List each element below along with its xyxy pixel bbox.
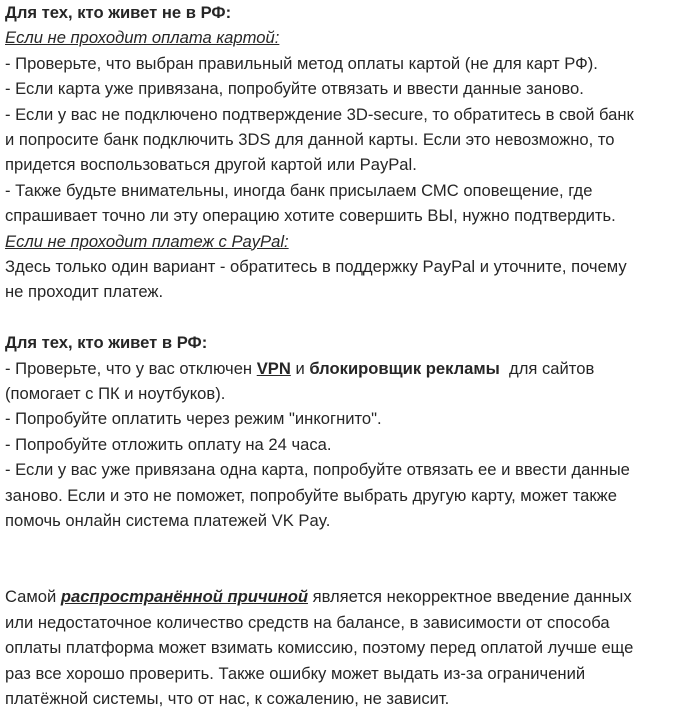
card-tip-line: - Если у вас не подключено подтверждение 3D-secure, то обратитесь в свой банк (5, 104, 634, 124)
russia-tip-line: - Попробуйте оплатить через режим "инкогнито". (5, 409, 382, 429)
vpn-adblock-tip (5, 356, 667, 381)
vpn-link[interactable]: VPN (256, 358, 291, 378)
russia-tip-line: - Попробуйте отложить оплату на 24 часа. (5, 434, 332, 454)
section-abroad (5, 0, 667, 305)
russia-tip-line: заново. Если и это не поможет, попробуйте выбрать другую карту, может также (5, 485, 617, 505)
paypal-tip-line: не проходит платеж. (5, 282, 164, 302)
card-tip-line: - Если карта уже привязана, попробуйте отвязать и ввести данные заново. (5, 79, 584, 99)
common-cause-line: раз все хорошо проверить. Также ошибку может выдать из-за ограничений (5, 663, 586, 683)
vpn-tip-prefix: - Проверьте, что у вас отключен (5, 358, 257, 378)
card-tip-line: спрашивает точно ли эту операцию хотите совершить ВЫ, нужно подтвердить. (5, 206, 616, 226)
section-spacer (5, 534, 667, 585)
card-tip-line: придется воспользоваться другой картой или PayPal. (5, 155, 417, 175)
common-cause-emphasis: распространённой причиной (60, 587, 308, 607)
common-cause-suffix: является некорректное введение данных (307, 587, 632, 607)
section-russia-heading: Для тех, кто живет в РФ: (5, 333, 208, 353)
common-cause-note (5, 584, 667, 711)
card-tip-line: и попросите банк подключить 3DS для данной карты. Если это невозможно, то (5, 130, 615, 150)
section-russia (5, 330, 667, 533)
paypal-tip-line: Здесь только один вариант - обратитесь в поддержку PayPal и уточните, почему (5, 257, 627, 277)
section-abroad-heading: Для тех, кто живет не в РФ: (5, 3, 232, 22)
card-tip-line: - Также будьте внимательны, иногда банк присылаем СМС оповещение, где (5, 180, 593, 200)
common-cause-first-line (5, 584, 667, 609)
vpn-tip-suffix: для сайтов (499, 358, 595, 378)
section-spacer (5, 305, 667, 330)
common-cause-line: оплаты платформа может взимать комиссию, поэтому перед оплатой лучше еще (5, 638, 634, 658)
russia-tip-line: помочь онлайн система платежей VK Pay. (5, 511, 331, 531)
vpn-tip-middle: и (290, 358, 310, 378)
common-cause-line: платёжной системы, что от нас, к сожалению, не зависит. (5, 688, 450, 708)
vpn-tip-continuation: (помогает с ПК и ноутбуков). (5, 384, 226, 404)
adblock-label: блокировщик рекламы (309, 358, 500, 378)
card-payment-subheading: Если не проходит оплата картой: (5, 28, 280, 48)
russia-tip-line: - Если у вас уже привязана одна карта, попробуйте отвязать ее и ввести данные (5, 460, 630, 480)
common-cause-prefix: Самой (5, 587, 61, 607)
card-tip-line: - Проверьте, что выбран правильный метод оплаты картой (не для карт РФ). (5, 53, 598, 73)
common-cause-line: или недостаточное количество средств на балансе, в зависимости от способа (5, 612, 610, 632)
paypal-subheading: Если не проходит платеж с PayPal: (5, 231, 289, 251)
